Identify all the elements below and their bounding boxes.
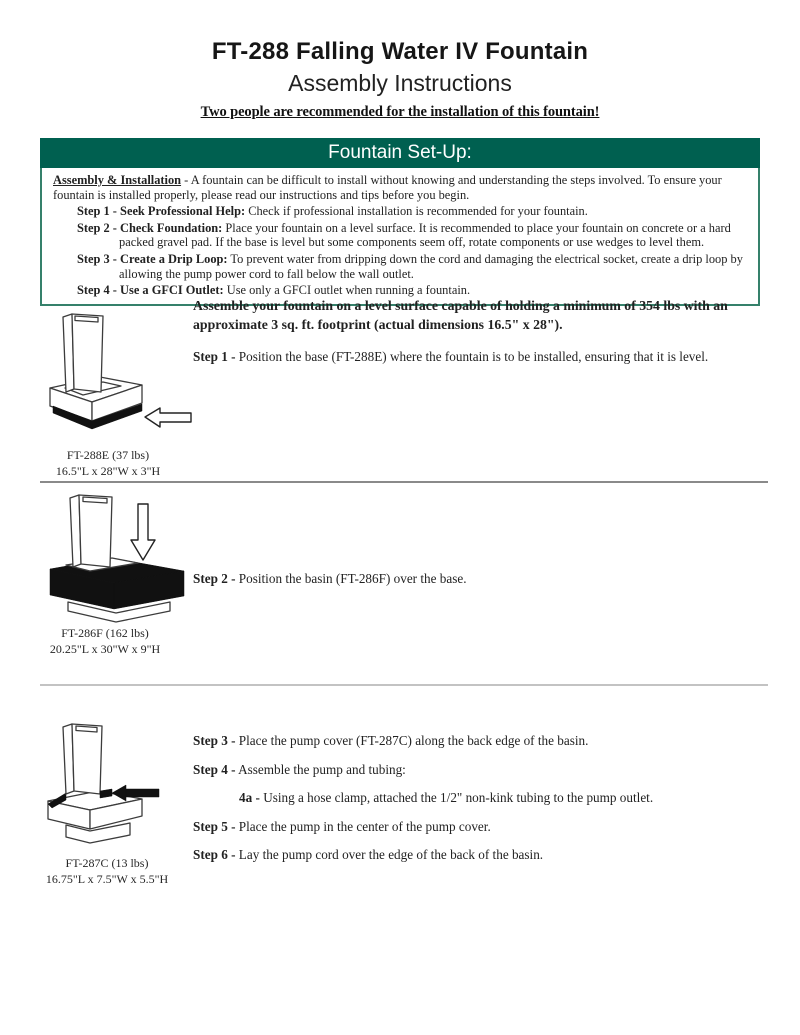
step-text: Place your fountain on a level surface. It is recommended to place your fountain on concrete or a hard packed gravel pad. If the base is level but some components seem off, rotate components or use wedges to level them.	[119, 220, 731, 250]
setup-step-2	[53, 221, 747, 250]
step-2-line	[193, 569, 778, 588]
caption-model: FT-286F (162 lbs)	[61, 626, 149, 640]
section-2-text	[193, 569, 778, 588]
caption-dimensions: 16.5"L x 28"W x 3"H	[55, 463, 161, 478]
installation-warning: Two people are recommended for the installation of this fountain!	[200, 104, 600, 120]
basin-illustration	[40, 492, 190, 624]
step-4-line	[193, 760, 778, 779]
step-label: Step 3 -	[193, 733, 236, 748]
step-3-line	[193, 731, 778, 750]
setup-intro-label: Assembly & Installation	[53, 173, 182, 187]
fountain-tower	[63, 314, 103, 392]
fountain-tower	[63, 724, 102, 794]
step-text: Use only a GFCI outlet when running a fountain.	[226, 283, 471, 298]
step-6-line	[193, 845, 778, 864]
page-title: FT-288 Falling Water IV Fountain	[211, 38, 589, 65]
step-label: Step 1 -	[77, 204, 117, 219]
step-label: Step 2 -	[193, 571, 236, 586]
figure-caption-basin	[15, 626, 195, 657]
section-divider	[40, 481, 768, 483]
step-text: Position the basin (FT-286F) over the base.	[238, 571, 467, 586]
step-text: Place the pump cover (FT-287C) along the back edge of the basin.	[238, 733, 589, 748]
setup-box-header: Fountain Set-Up:	[40, 138, 760, 168]
setup-step-4	[53, 283, 747, 298]
setup-intro-text: - A fountain can be difficult to install without knowing and understanding the steps involved. To ensure your fountain is installed properly, please read our instructions and tips before you begin.	[53, 173, 722, 202]
section-1-text	[193, 297, 778, 366]
left-arrow-icon	[145, 408, 191, 427]
caption-model: FT-288E (37 lbs)	[66, 448, 150, 462]
assembly-surface-note: Assemble your fountain on a level surface capable of holding a minimum of 354 lbs with an approximate 3 sq. ft. footprint (actual dimensions 16.5" x 28").	[193, 298, 728, 332]
step-title: Check Foundation:	[120, 220, 223, 235]
step-text: Assemble the pump and tubing:	[238, 761, 406, 777]
setup-box-body	[40, 168, 760, 306]
down-arrow-icon	[131, 504, 155, 560]
step-text: Place the pump in the center of the pump cover.	[238, 818, 491, 834]
tower-spout	[83, 497, 107, 503]
step-label: Step 6 -	[193, 847, 236, 862]
step-label: Step 5 -	[193, 818, 236, 834]
setup-step-3	[53, 252, 747, 281]
section-divider	[40, 684, 768, 686]
step-text: Lay the pump cord over the edge of the back of the basin.	[238, 847, 544, 862]
figure-caption-base	[18, 448, 198, 479]
setup-step-1	[53, 204, 747, 219]
fountain-setup-box	[40, 138, 760, 306]
step-label: Step 2 -	[77, 220, 117, 235]
caption-dimensions: 16.75"L x 7.5"W x 5.5"H	[45, 871, 169, 886]
step-label: Step 4 -	[193, 761, 236, 777]
base-illustration	[45, 303, 195, 445]
step-text: Position the base (FT-288E) where the fountain is to be installed, ensuring that it is level.	[238, 349, 709, 364]
page-subtitle: Assembly Instructions	[288, 70, 512, 96]
step-label: Step 3 -	[77, 251, 117, 266]
tower-spout	[76, 726, 97, 732]
step-1-line	[193, 347, 778, 366]
step-label: 4a -	[239, 790, 260, 805]
step-4a-line	[239, 788, 778, 807]
setup-intro-paragraph	[53, 173, 747, 202]
section-3-text	[193, 731, 778, 874]
step-text: Check if professional installation is recommended for your fountain.	[248, 204, 588, 219]
step-label: Step 4 -	[77, 283, 117, 298]
fountain-tower	[70, 495, 112, 567]
pump-cover-illustration	[40, 713, 190, 853]
step-title: Create a Drip Loop:	[120, 251, 228, 266]
caption-model: FT-287C (13 lbs)	[65, 856, 149, 870]
step-title: Use a GFCI Outlet:	[120, 283, 224, 298]
caption-dimensions: 20.25"L x 30"W x 9"H	[49, 641, 161, 656]
step-5-line	[193, 817, 778, 836]
step-text: Using a hose clamp, attached the 1/2" non-kink tubing to the pump outlet.	[263, 790, 654, 805]
tower-spout	[75, 316, 98, 322]
step-text: To prevent water from dripping down the cord and damaging the electrical socket, create a drip loop by allowing the pump power cord to fall below the wall outlet.	[119, 251, 743, 281]
figure-caption-pump-cover	[17, 856, 197, 887]
step-label: Step 1 -	[193, 349, 236, 364]
step-title: Seek Professional Help:	[120, 204, 246, 219]
